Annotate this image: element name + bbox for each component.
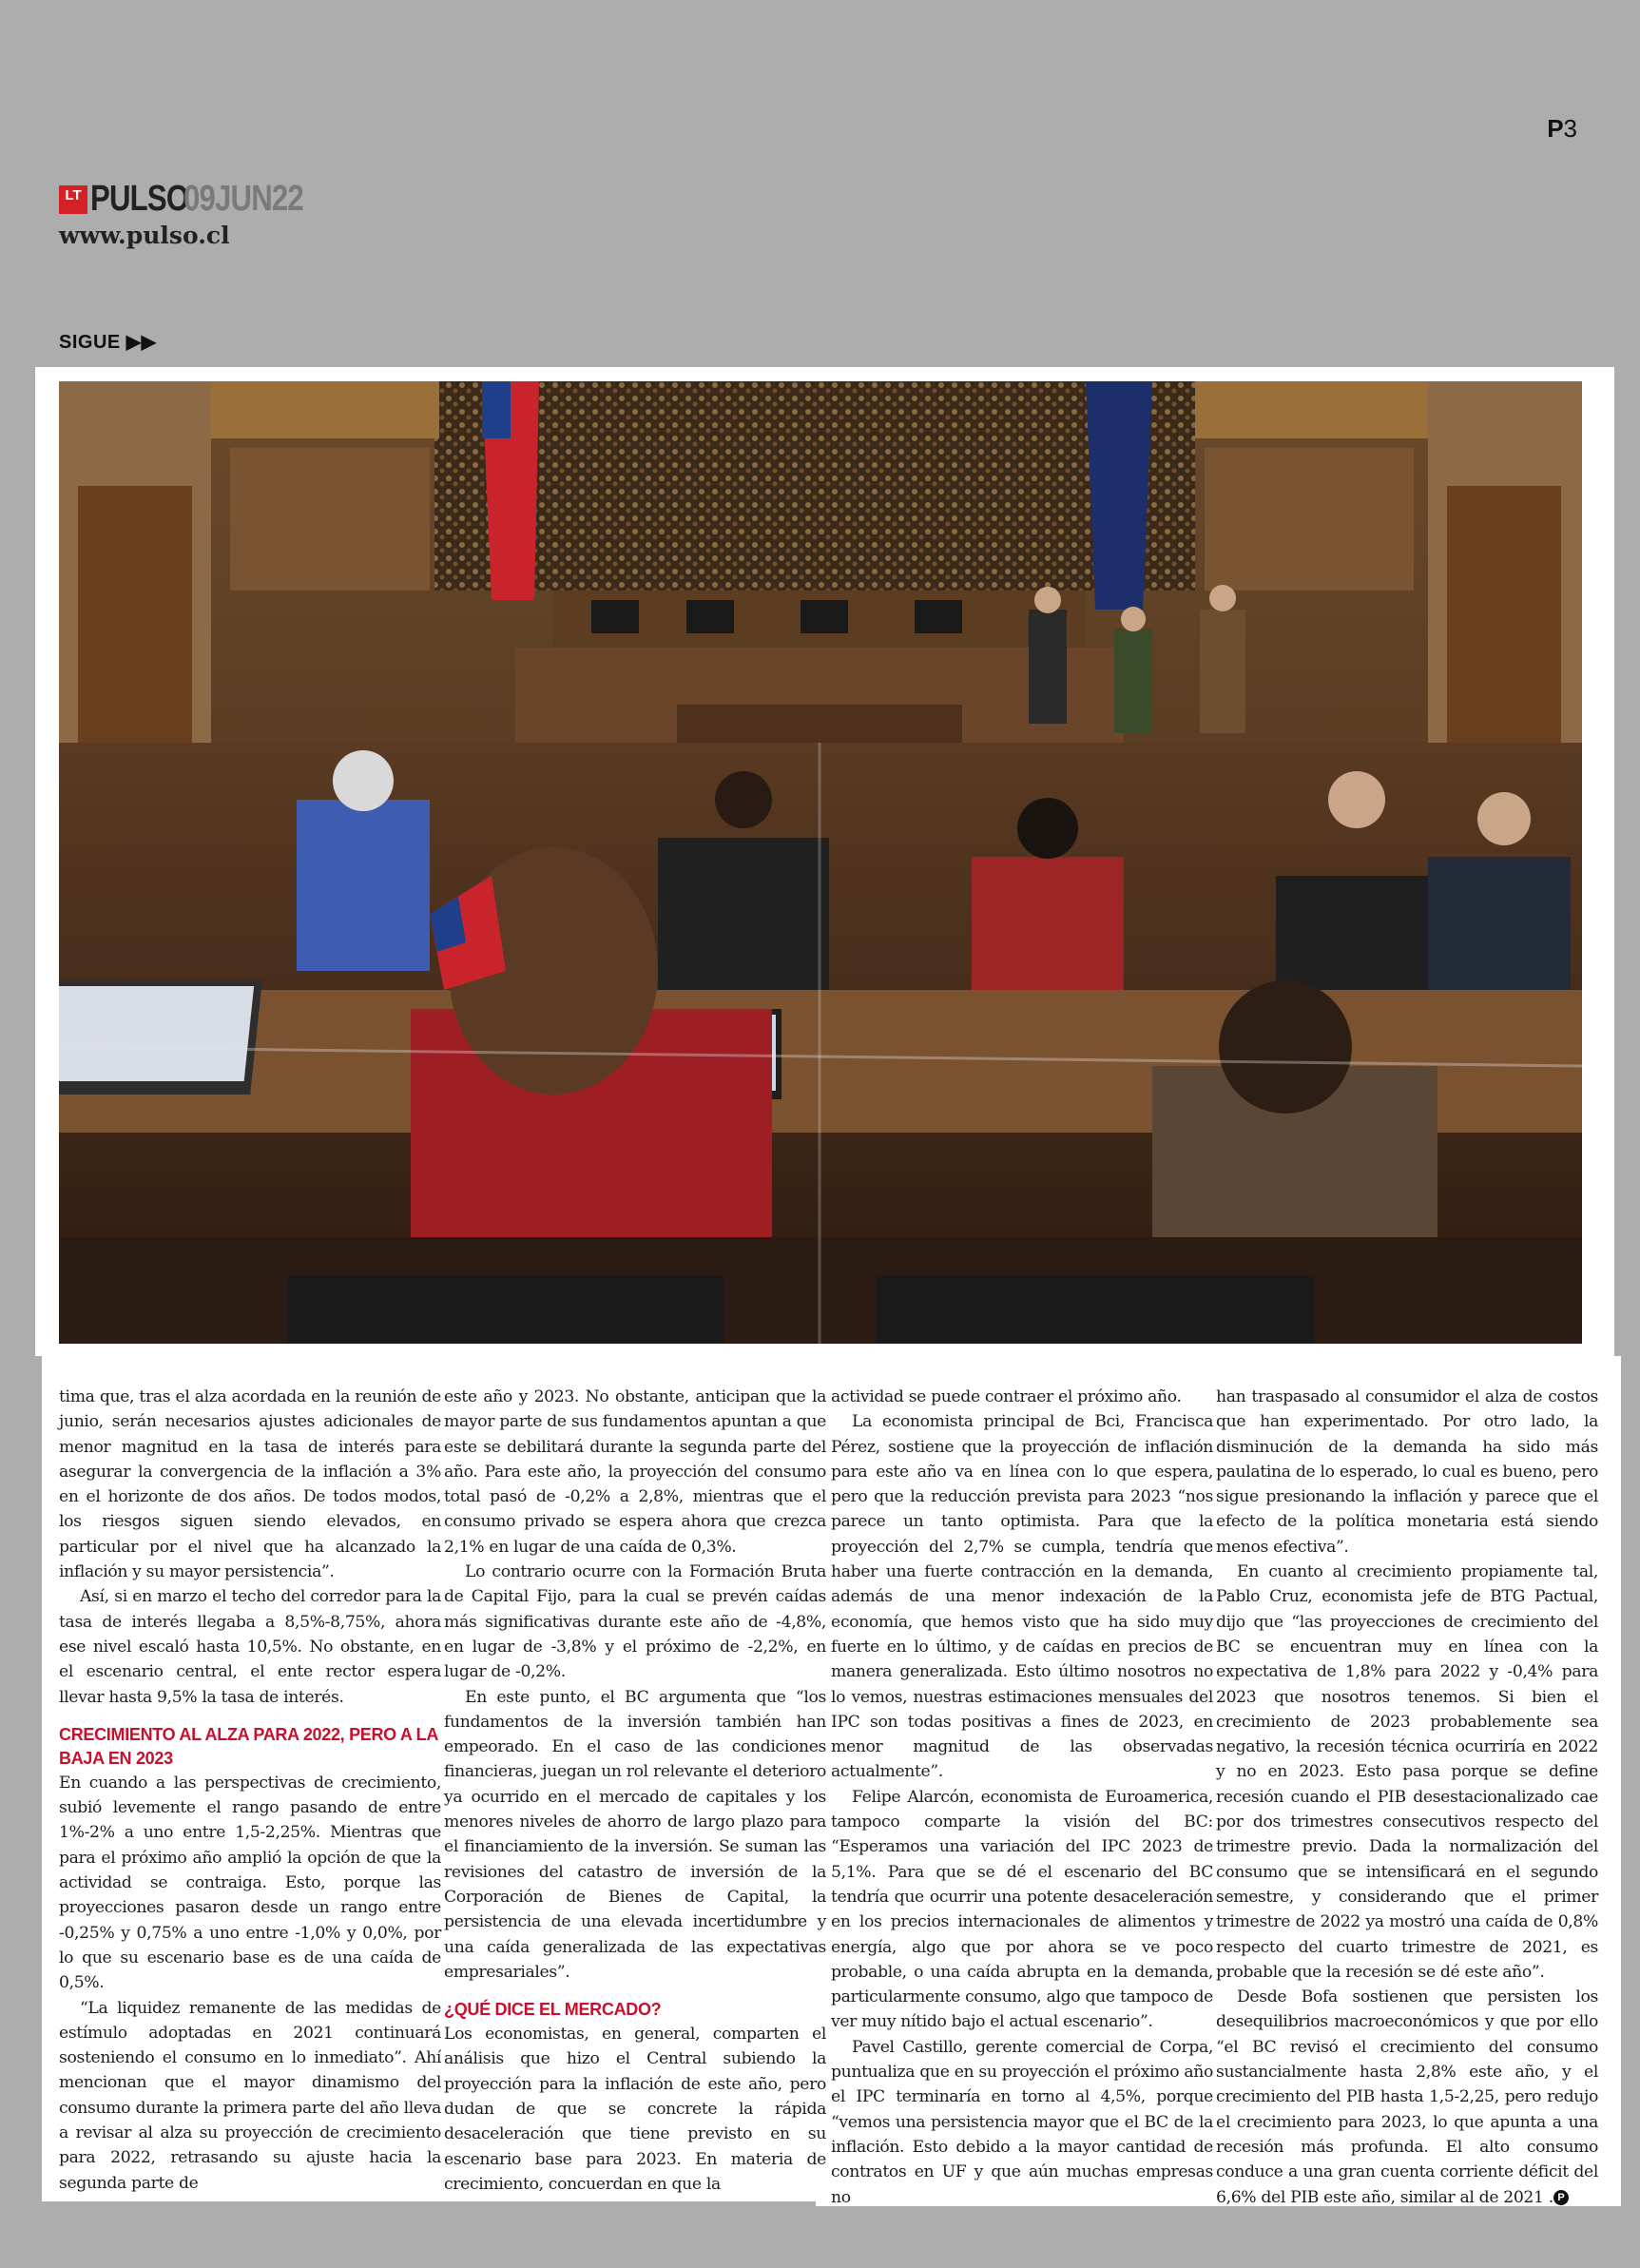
page-number: P3	[1547, 114, 1577, 143]
article-column-4	[1216, 1385, 1598, 2210]
paragraph: En cuando a las perspectivas de crecimiento, subió levemente el rango pasando de entre 1%-2% a uno entre 1,5-2,25%. Mientras que para el próximo año amplió la opción de que la actividad se contraiga. Esto, porque las proyecciones pasaron desde un rango entre -0,25% y 0,75% a uno entre -1,0% y 0,0%, por lo que su escenario base es de una caída de 0,5%.	[59, 1773, 441, 1993]
senate-chamber-illustration	[59, 381, 1582, 1344]
site-url[interactable]: www.pulso.cl	[59, 222, 230, 249]
publication-name: PULSO	[90, 179, 189, 219]
article-column-2	[444, 1385, 826, 2197]
paragraph: En este punto, el BC argumenta que “los fundamentos de la inversión también han empeorado. En el caso de las condiciones financieras, juegan un rol relevante el deterioro ya ocurrido en el mercado de capitales y los menores niveles de ahorro de largo plazo para el financiamiento de la inversión. Se suman las revisiones del catastro de inversión de la Corporación de Bienes de Capital, la persistencia de una elevada incertidumbre y una caída generalizada de las expectativas empresariales”.	[444, 1687, 826, 1982]
paragraph: En cuanto al crecimiento propiamente tal, Pablo Cruz, economista jefe de BTG Pactual, dijo que “las proyecciones de crecimiento del BC se encuentran muy en línea con la expectativa de 1,8% para 2022 y -0,4% para 2023 que nosotros tenemos. Si bien el crecimiento de 2023 probablemente sea negativo, la recesión técnica ocurriría en 2022 y no en 2023. Esto pasa porque se define recesión cuando el PIB desestacionalizado cae por dos trimestres consecutivos respecto del trimestre previo. Dada la normalización del consumo que se intensificará en el segundo semestre, y considerando que el primer trimestre de 2022 ya mostró una caída de 0,8% respecto del cuarto trimestre de 2021, es probable que la recesión se dé este año”.	[1216, 1562, 1598, 1982]
paragraph: han traspasado al consumidor el alza de costos que han experimentado. Por otro lado, la disminución de la demanda ha sido más paulatina de lo esperado, lo cual es bueno, pero sigue presionando la inflación y parece que el efecto de la política monetaria está siendo menos efectiva”.	[1216, 1387, 1598, 1557]
article-column-1	[59, 1385, 441, 2196]
paragraph: Los economistas, en general, comparten el análisis que hizo el Central subiendo la proyección para la inflación de este año, pero dudan de que se concrete la rápida desaceleración que tiene previsto en su escenario base para 2023. En materia de crecimiento, concuerdan en que la	[444, 2025, 826, 2194]
paragraph: Así, si en marzo el techo del corredor para la tasa de interés llegaba a 8,5%-8,75%, ahora ese nivel escaló hasta 10,5%. No obstante, en el escenario central, el ente rector espera llevar hasta 9,5% la tasa de interés.	[59, 1587, 441, 1707]
paragraph: “La liquidez remanente de las medidas de estímulo adoptadas en 2021 continuará sosteniendo el consumo en lo inmediato”. Ahí mencionan que el mayor dinamismo del consumo durante la primera parte del año lleva a revisar al alza su proyección de crecimiento para 2022, retrasando su ajuste hacia la segunda parte de	[59, 1998, 441, 2193]
paragraph: tima que, tras el alza acordada en la reunión de junio, serán necesarios ajustes adicionales de menor magnitud en la tasa de interés para asegurar la convergencia de la inflación a 3% en el horizonte de dos años. De todos modos, los riesgos siguen siendo elevados, en particular por el nivel que ha alcanzado la inflación y su mayor persistencia”.	[59, 1387, 441, 1582]
paragraph	[1216, 1985, 1598, 2210]
paragraph: Lo contrario ocurre con la Formación Bruta de Capital Fijo, para la cual se prevén caídas más significativas durante este año de -4,8%, en lugar de -3,8% y el próximo de -2,2%, en lugar de -0,2%.	[444, 1562, 826, 1682]
paragraph: este año y 2023. No obstante, anticipan que la mayor parte de sus fundamentos apuntan a que este se debilitará durante la segunda parte del año. Para este año, la proyección del consumo total pasó de -0,2% a 2,8%, mientras que el consumo privado se espera ahora que crezca 2,1% en lugar de una caída de 0,3%.	[444, 1387, 826, 1557]
masthead	[59, 179, 329, 220]
paragraph: La economista principal de Bci, Francisca Pérez, sostiene que la proyección de inflación para este año va en línea con lo que espera, pero que la reducción prevista para 2023 “nos parece un tanto optimista. Para que la proyección del 2,7% se cumpla, tendría que haber una fuerte contracción en la demanda, además de una menor indexación de la economía, que hemos visto que ha sido muy fuerte en lo último, y de caídas en precios de manera generalizada. Esto último nosotros no lo vemos, nuestras estimaciones mensuales del IPC son todas positivas a fines de 2023, en menor magnitud de las observadas actualmente”.	[831, 1412, 1213, 1782]
subheading: CRECIMIENTO AL ALZA PARA 2022, PERO A LA BAJA EN 2023	[59, 1724, 438, 1768]
paragraph-text: Desde Bofa sostienen que persisten los desequilibrios macroeconómicos y que por ello “el BC revisó el crecimiento del consumo sustancialmente hasta 2,8% este año, y el crecimiento del PIB hasta 1,5-2,25, pero redujo el crecimiento para 2023, lo que apunta a una recesión más profunda. El alto consumo conduce a una gran cuenta corriente déficit del 6,6% del PIB este año, similar al de 2021 .	[1216, 1987, 1598, 2207]
subheading: ¿QUÉ DICE EL MERCADO?	[444, 2000, 662, 2020]
publication-date: 09JUN22	[183, 179, 303, 219]
paragraph: actividad se puede contraer el próximo año.	[831, 1387, 1182, 1406]
photo-frame	[35, 367, 1614, 1356]
end-mark-icon: P	[1553, 2190, 1569, 2205]
section-tag: SIGUE ▶▶	[59, 332, 157, 353]
paragraph: Felipe Alarcón, economista de Euroamerica, tampoco comparte la visión del BC: “Esperamos una variación del IPC 2023 de 5,1%. Para que se dé el escenario del BC tendría que ocurrir una potente desaceleración en los precios internacionales de alimentos y energía, algo que por ahora se ve poco probable, o una caída abrupta en la demanda, particularmente consumo, algo que tampoco de ver muy nítido bajo el actual escenario”.	[831, 1787, 1213, 2032]
paragraph: Pavel Castillo, gerente comercial de Corpa, puntualiza que en su proyección el próximo año el IPC terminaría en torno al 4,5%, porque “vemos una persistencia mayor que el BC de la inflación. Esto debido a la mayor cantidad de contratos en UF y que aún muchas empresas no	[831, 2037, 1213, 2207]
lt-logo-icon: LT	[59, 185, 87, 214]
article-photo	[59, 381, 1582, 1344]
article-column-3	[831, 1385, 1213, 2210]
